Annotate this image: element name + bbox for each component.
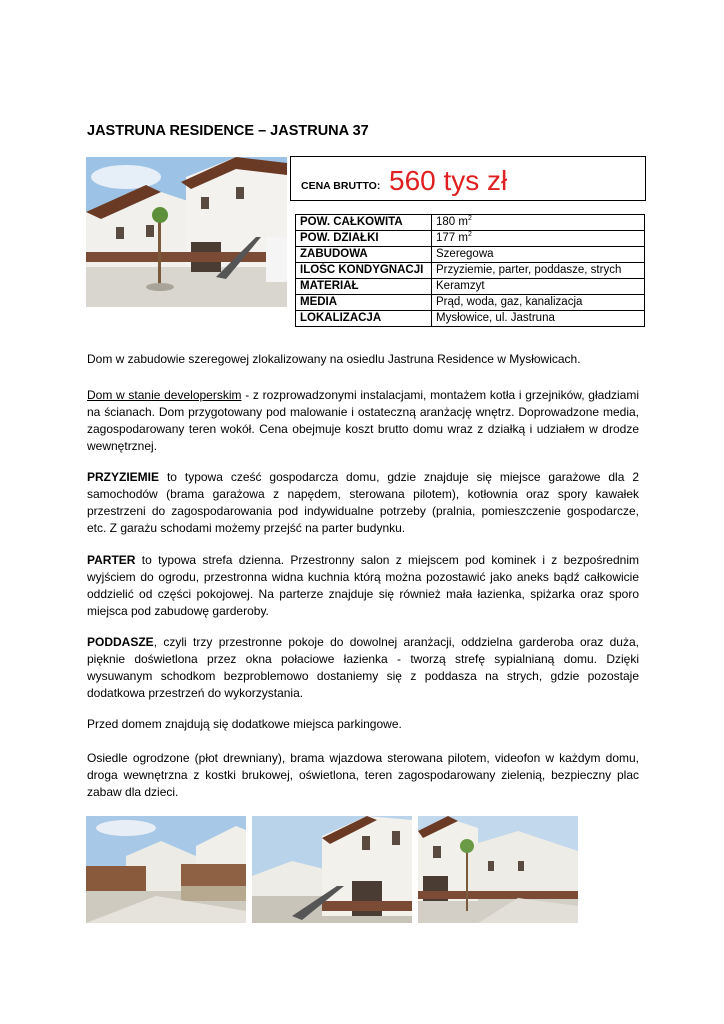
property-value-text: Przyziemie, parter, poddasze, strych [436, 264, 622, 276]
property-key: POW. DZIAŁKI [296, 231, 432, 247]
intro-paragraph: Dom w zabudowie szeregowej zlokalizowany na osiedlu Jastruna Residence w Mysłowicach. [87, 352, 581, 366]
property-value [432, 295, 645, 311]
estate-paragraph: Osiedle ogrodzone (płot drewniany), brama wjazdowa sterowana pilotem, videofon w każdym domu, droga wewnętrzna z kostki brukowej, oświetlona, teren zagospodarowany zielenią, bezpieczny plac zabaw dla dzieci. [87, 751, 639, 799]
property-value-text: Keramzyt [436, 280, 485, 292]
property-key: MATERIAŁ [296, 279, 432, 295]
property-row [296, 279, 645, 295]
property-row [296, 263, 645, 279]
property-value-text: Szeregowa [436, 248, 494, 260]
property-value-text: Prąd, woda, gaz, kanalizacja [436, 296, 583, 308]
przyziemie-text: to typowa cześć gospodarcza domu, gdzie znajduje się miejsce garażowe dla 2 samochodów (brama garażowa z napędem, sterowana pilotem), kotłownia oraz spory kawałek przestrzeni do zagospodarowania pod indywidualne potrzeby (pralnia, pomieszczenie gospodarcze, etc. Z garażu schodami możemy przejść na parter budynku. [87, 470, 639, 535]
gallery-photo-1 [86, 816, 246, 923]
property-key: ZABUDOWA [296, 247, 432, 263]
property-key: ILOŚC KONDYGNACJI [296, 263, 432, 279]
property-value-text: 180 m [436, 216, 468, 228]
poddasze-paragraph [87, 634, 639, 702]
gallery-photo-3 [418, 816, 578, 923]
poddasze-lead: PODDASZE [87, 635, 154, 649]
main-house-photo [86, 157, 287, 307]
page-title: JASTRUNA RESIDENCE – JASTRUNA 37 [87, 123, 369, 139]
property-value-text: Mysłowice, ul. Jastruna [436, 312, 555, 324]
property-row [296, 295, 645, 311]
przyziemie-lead: PRZYZIEMIE [87, 470, 160, 484]
property-key: POW. CAŁKOWITA [296, 215, 432, 231]
parter-paragraph [87, 552, 639, 620]
property-value [432, 311, 645, 327]
parter-text: to typowa strefa dzienna. Przestronny salon z miejscem pod kominek i z bezpośrednim wyjściem do ogrodu, przestronna widna kuchnia którą można pozostawić jako aneks bądź całkowicie oddzielić od części pokojowej. Na parterze znajduje się również mała łazienka, spiżarka oraz sporo miejsca pod zabudowę garderoby. [87, 553, 639, 618]
property-value-text: 177 m [436, 232, 468, 244]
unit-superscript: 2 [467, 215, 472, 222]
price-value: 560 tys zł [389, 165, 508, 196]
property-value [432, 215, 645, 231]
property-value [432, 263, 645, 279]
property-row [296, 231, 645, 247]
unit-superscript: 2 [467, 231, 472, 238]
przyziemie-paragraph [87, 469, 639, 537]
property-value [432, 231, 645, 247]
gallery-photo-2 [252, 816, 412, 923]
price-label: CENA BRUTTO: [301, 180, 381, 192]
property-row [296, 247, 645, 263]
developer-text: - z rozprowadzonymi instalacjami, montażem kotła i grzejników, gładziami na ścianach. Dom przygotowany pod malowanie i ostateczną aranżację wnętrz. Doprowadzone media, zagospodarowany teren wokół. Cena obejmuje koszt brutto domu wraz z działką i udziałem w drodze wewnętrznej. [87, 388, 639, 453]
parter-lead: PARTER [87, 553, 136, 567]
property-row [296, 215, 645, 231]
developer-lead: Dom w stanie developerskim [87, 388, 242, 402]
developer-paragraph [87, 387, 639, 455]
property-row [296, 311, 645, 327]
parking-paragraph: Przed domem znajdują się dodatkowe miejsca parkingowe. [87, 717, 402, 731]
property-value [432, 279, 645, 295]
poddasze-text: , czyli trzy przestronne pokoje do dowolnej aranżacji, oddzielna garderoba oraz duża, pięknie doświetlona przez okna połaciowe łazienka - tworzą strefę sypialnianą domu. Dzięki wysuwanym schodkom bezproblemowo dostaniemy się z poddasza na strych, gdzie pozostaje dodatkowa przestrzeń do wykorzystania. [87, 635, 639, 700]
property-value [432, 247, 645, 263]
property-key: MEDIA [296, 295, 432, 311]
price-box [290, 156, 646, 201]
property-key: LOKALIZACJA [296, 311, 432, 327]
properties-table [295, 214, 645, 327]
